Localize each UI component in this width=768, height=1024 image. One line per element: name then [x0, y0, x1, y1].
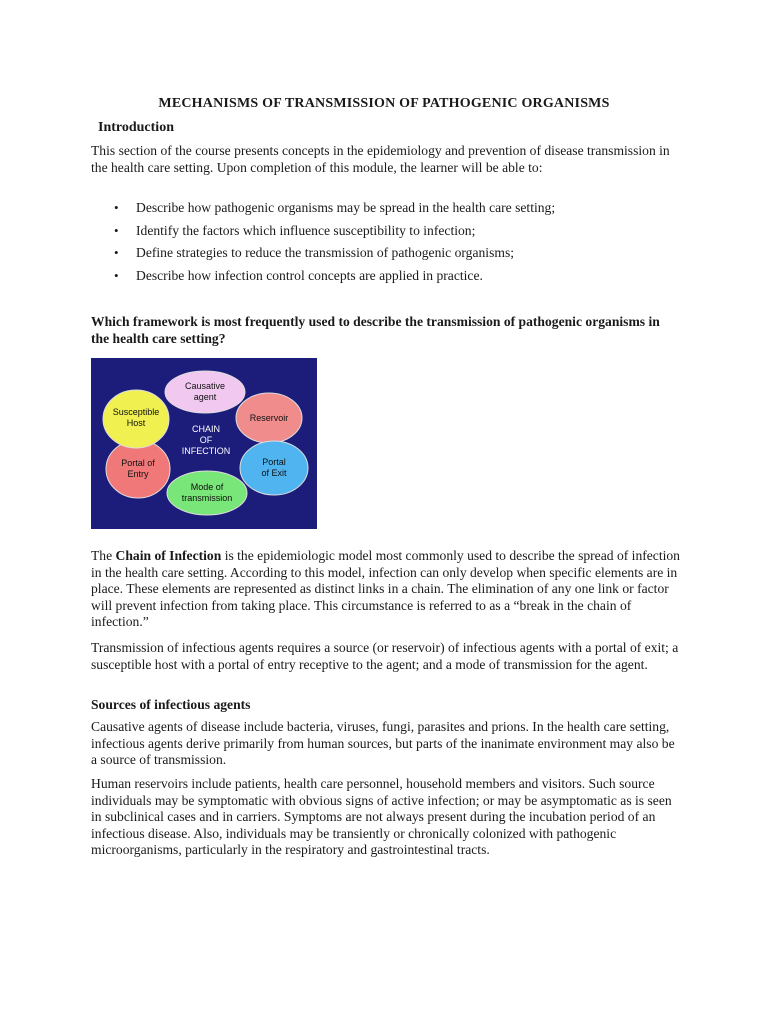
- svg-text:Reservoir: Reservoir: [249, 413, 289, 423]
- chain-paragraph: The Chain of Infection is the epidemiologic model most commonly used to describe the spread of infection in the health care setting. According to this model, infection can only develop when specific elements are in place. These elements are represented as distinct links in a chain. The elimination of any one link or factor will prevent infection from taking place. This circumstance is referred to as a “break in the chain of infection.”: [91, 548, 680, 629]
- svg-text:Portal of: Portal of: [121, 458, 155, 468]
- svg-text:OF: OF: [199, 435, 213, 445]
- svg-text:Causative: Causative: [184, 381, 226, 391]
- list-item: • Identify the factors which influence susceptibility to infection;: [114, 222, 476, 238]
- transmission-paragraph: Transmission of infectious agents requires a source (or reservoir) of infectious agents with a portal of exit; a susceptible host with a portal of entry receptive to the agent; and a mode of transmission for the agent.: [91, 640, 679, 672]
- list-item: • Define strategies to reduce the transmission of pathogenic organisms;: [114, 245, 515, 261]
- svg-text:of Exit: of Exit: [261, 468, 287, 478]
- reservoirs-paragraph: Human reservoirs include patients, health care personnel, household members and visitors. Such source individuals may be symptomatic with obvious signs of active infection; or may be asymptomatic as is seen in subclinical cases and in carriers. Symptoms are not always present during the incubation period of an infectious disease. Also, individuals may be transiently or chronically colonized with pathogenic microorganisms, particularly in the respiratory and gastrointestinal tracts.: [91, 776, 672, 857]
- svg-text:transmission: transmission: [181, 493, 233, 503]
- list-item: • Describe how pathogenic organisms may be spread in the health care setting;: [114, 200, 556, 215]
- diagram-node-reservoir: [236, 393, 302, 443]
- bullet-icon: •: [114, 245, 119, 261]
- svg-text:INFECTION: INFECTION: [181, 446, 231, 456]
- diagram-node-portal-of-entry: [106, 440, 170, 498]
- list-item: • Describe how infection control concepts are applied in practice.: [114, 268, 483, 284]
- svg-text:Portal: Portal: [262, 457, 286, 467]
- objectives-list: [91, 200, 681, 291]
- intro-heading: Introduction: [98, 120, 174, 135]
- bullet-icon: •: [114, 222, 119, 238]
- svg-text:Susceptible: Susceptible: [112, 407, 160, 417]
- svg-text:CHAIN: CHAIN: [191, 424, 221, 434]
- document-title: MECHANISMS OF TRANSMISSION OF PATHOGENIC ORGANISMS: [158, 96, 610, 111]
- bullet-icon: •: [114, 200, 119, 215]
- diagram-node-causative-agent: [165, 371, 245, 413]
- chain-term: Chain of Infection: [115, 548, 222, 563]
- svg-text:Host: Host: [126, 418, 146, 428]
- diagram-node-mode-of-transmission: [167, 471, 247, 515]
- svg-text:agent: agent: [193, 392, 217, 402]
- bullet-icon: •: [114, 268, 119, 284]
- framework-question: Which framework is most frequently used to describe the transmission of pathogenic organisms in the health care setting?: [91, 314, 660, 346]
- sources-paragraph: Causative agents of disease include bacteria, viruses, fungi, parasites and prions. In the health care setting, infectious agents derive primarily from human sources, but parts of the inanimate environment may also be a source of transmission.: [91, 719, 675, 767]
- diagram-node-susceptible-host: [103, 390, 169, 448]
- diagram-node-portal-of-exit: [240, 441, 308, 495]
- svg-text:Mode of: Mode of: [190, 482, 224, 492]
- intro-paragraph: This section of the course presents concepts in the epidemiology and prevention of disease transmission in the health care setting. Upon completion of this module, the learner will be able to:: [91, 143, 670, 175]
- sources-heading: Sources of infectious agents: [91, 697, 251, 712]
- svg-text:Entry: Entry: [127, 469, 149, 479]
- chain-of-infection-diagram: [91, 358, 317, 529]
